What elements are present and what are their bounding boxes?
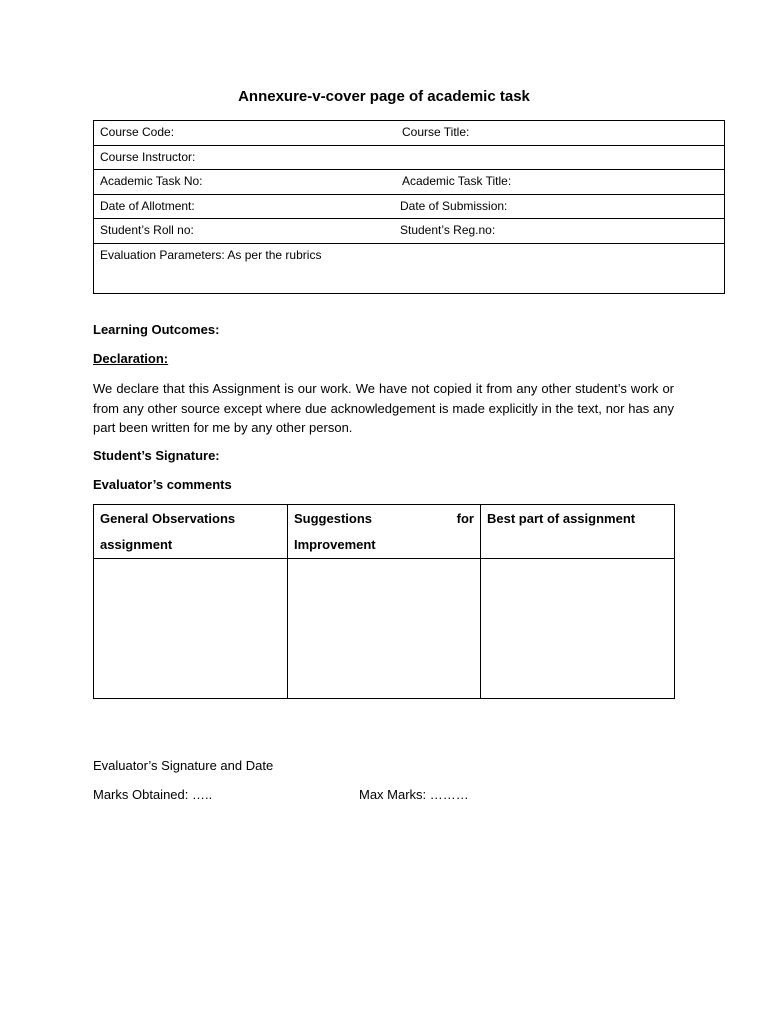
academic-task-title-label: Academic Task Title:: [402, 174, 512, 188]
date-of-allotment-label: Date of Allotment:: [100, 198, 195, 213]
general-observations-header: [100, 506, 235, 558]
evaluator-comments-table: [93, 504, 675, 699]
for-word: for: [456, 511, 474, 526]
suggestions-cell[interactable]: [288, 560, 480, 697]
suggestions-header: [294, 506, 474, 558]
course-instructor-label: Course Instructor:: [100, 149, 196, 164]
info-row-task: [94, 170, 724, 195]
info-row-course: [94, 121, 724, 146]
info-row-student-ids: [94, 219, 724, 244]
suggestions-line1: [294, 506, 474, 532]
general-observations-line2: assignment: [100, 537, 173, 552]
academic-task-no-label: Academic Task No:: [100, 174, 203, 188]
course-title-label: Course Title:: [402, 125, 470, 139]
suggestions-word: Suggestions: [294, 511, 373, 526]
marks-obtained-label: Marks Obtained: …..: [93, 787, 213, 802]
course-code-label: Course Code:: [100, 125, 175, 139]
general-observations-line1: General Observations: [100, 511, 236, 526]
declaration-text: We declare that this Assignment is our work. We have not copied it from any other student’s work or from any other source except where due acknowledgement is made explicitly in the text, nor has any part been written for me by any other person.: [93, 381, 674, 435]
date-of-submission-label: Date of Submission:: [400, 198, 508, 213]
course-info-table: [93, 120, 725, 294]
learning-outcomes-heading: Learning Outcomes:: [93, 322, 220, 337]
evaluation-parameters-label: Evaluation Parameters: As per the rubrics: [100, 247, 322, 262]
declaration-heading: Declaration:: [93, 351, 169, 366]
students-signature-label: Student’s Signature:: [93, 448, 220, 463]
evaluators-comments-heading: Evaluator’s comments: [93, 477, 232, 492]
students-roll-no-label: Student’s Roll no:: [100, 223, 194, 237]
best-part-cell[interactable]: [481, 560, 673, 697]
page-title: Annexure-v-cover page of academic task: [238, 88, 530, 105]
max-marks-label: Max Marks: ………: [359, 787, 469, 802]
info-row-evaluation: [94, 244, 724, 293]
info-row-dates: [94, 195, 724, 220]
info-row-instructor: [94, 146, 724, 171]
general-observations-cell[interactable]: [94, 560, 287, 697]
improvement-word: Improvement: [294, 537, 376, 552]
students-reg-no-label: Student’s Reg.no:: [400, 223, 496, 237]
evaluators-signature-label: Evaluator’s Signature and Date: [93, 758, 274, 773]
best-part-header: Best part of assignment: [487, 511, 636, 526]
